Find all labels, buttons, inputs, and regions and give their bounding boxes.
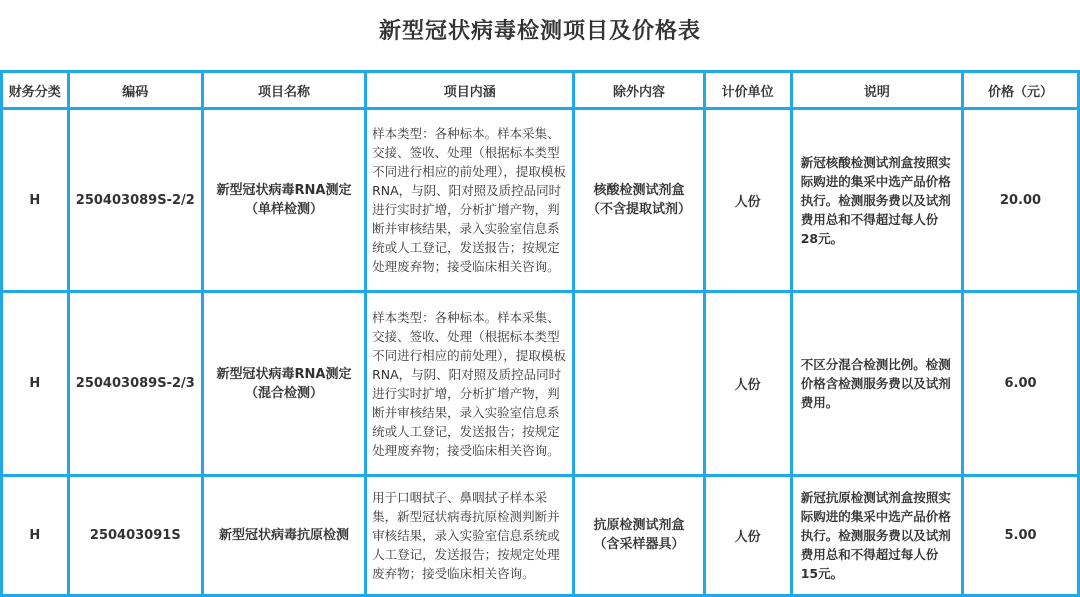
name-subline: （单样检测）: [245, 202, 324, 218]
cell-category: H: [3, 110, 67, 290]
header-note: 说明: [793, 73, 961, 107]
cell-content: 样本类型：各种标本。样本采集、交接、签收、处理（根据标本类型不同进行相应的前处理），提取模板RNA，与阴、阳对照及质控品同时进行实时扩增，分析扩增产物，判断并审核结果，录入实验室信息系统或人工登记，发送报告；按规定处理废弃物；接受临床相关咨询。: [367, 110, 572, 290]
cell-price: 5.00: [964, 477, 1077, 594]
table-row: [3, 293, 1077, 473]
cell-category: H: [3, 477, 67, 594]
cell-content: 样本类型：各种标本。样本采集、交接、签收、处理（根据标本类型不同进行相应的前处理），提取模板RNA，与阴、阳对照及质控品同时进行实时扩增，分析扩增产物，判断并审核结果，录入实验室信息系统或人工登记，发送报告；按规定处理废弃物；接受临床相关咨询。: [367, 293, 572, 473]
header-category: 财务分类: [3, 73, 67, 107]
cell-note: 新冠抗原检测试剂盒按照实际购进的集采中选产品价格执行。检测服务费以及试剂费用总和不得超过每人份15元。: [793, 477, 961, 594]
cell-price: 20.00: [964, 110, 1077, 290]
name-subline: （混合检测）: [245, 385, 324, 401]
exclusions-subline: （含采样器具）: [593, 537, 685, 553]
cell-code: 250403089S-2/2: [70, 110, 201, 290]
cell-unit: 人份: [706, 110, 790, 290]
cell-note: 不区分混合检测比例。检测价格含检测服务费以及试剂费用。: [793, 293, 961, 473]
cell-exclusions: [575, 110, 702, 290]
header-exclusions: 除外内容: [575, 73, 702, 107]
cell-note: 新冠核酸检测试剂盒按照实际购进的集采中选产品价格执行。检测服务费以及试剂费用总和不得超过每人份28元。: [793, 110, 961, 290]
table-row: [3, 110, 1077, 290]
name-line: 新型冠状病毒RNA测定: [216, 183, 352, 199]
price-table-frame: [0, 70, 1080, 597]
exclusions-line: 核酸检测试剂盒: [593, 183, 685, 199]
name-line: 新型冠状病毒RNA测定: [216, 366, 352, 382]
exclusions-subline: （不含提取试剂）: [586, 202, 691, 218]
header-code: 编码: [70, 73, 201, 107]
cell-unit: 人份: [706, 293, 790, 473]
cell-exclusions: [575, 477, 702, 594]
cell-content: 用于口咽拭子、鼻咽拭子样本采集，新型冠状病毒抗原检测判断并审核结果，录入实验室信息系统或人工登记，发送报告；按规定处理废弃物；接受临床相关咨询。: [367, 477, 572, 594]
header-name: 项目名称: [204, 73, 364, 107]
cell-exclusions: [575, 293, 702, 473]
exclusions-line: 抗原检测试剂盒: [593, 518, 685, 534]
cell-code: 250403091S: [70, 477, 201, 594]
price-table: [0, 70, 1080, 597]
page-title: 新型冠状病毒检测项目及价格表: [378, 19, 701, 44]
name-line: 新型冠状病毒抗原检测: [219, 527, 350, 543]
cell-unit: 人份: [706, 477, 790, 594]
cell-category: H: [3, 293, 67, 473]
cell-name: [204, 293, 364, 473]
header-unit: 计价单位: [706, 73, 790, 107]
cell-price: 6.00: [964, 293, 1077, 473]
header-price: 价格（元）: [964, 73, 1077, 107]
cell-code: 250403089S-2/3: [70, 293, 201, 473]
header-row: [3, 73, 1077, 107]
table-row: [3, 477, 1077, 594]
cell-name: [204, 110, 364, 290]
cell-name: [204, 477, 364, 594]
header-content: 项目内涵: [367, 73, 572, 107]
